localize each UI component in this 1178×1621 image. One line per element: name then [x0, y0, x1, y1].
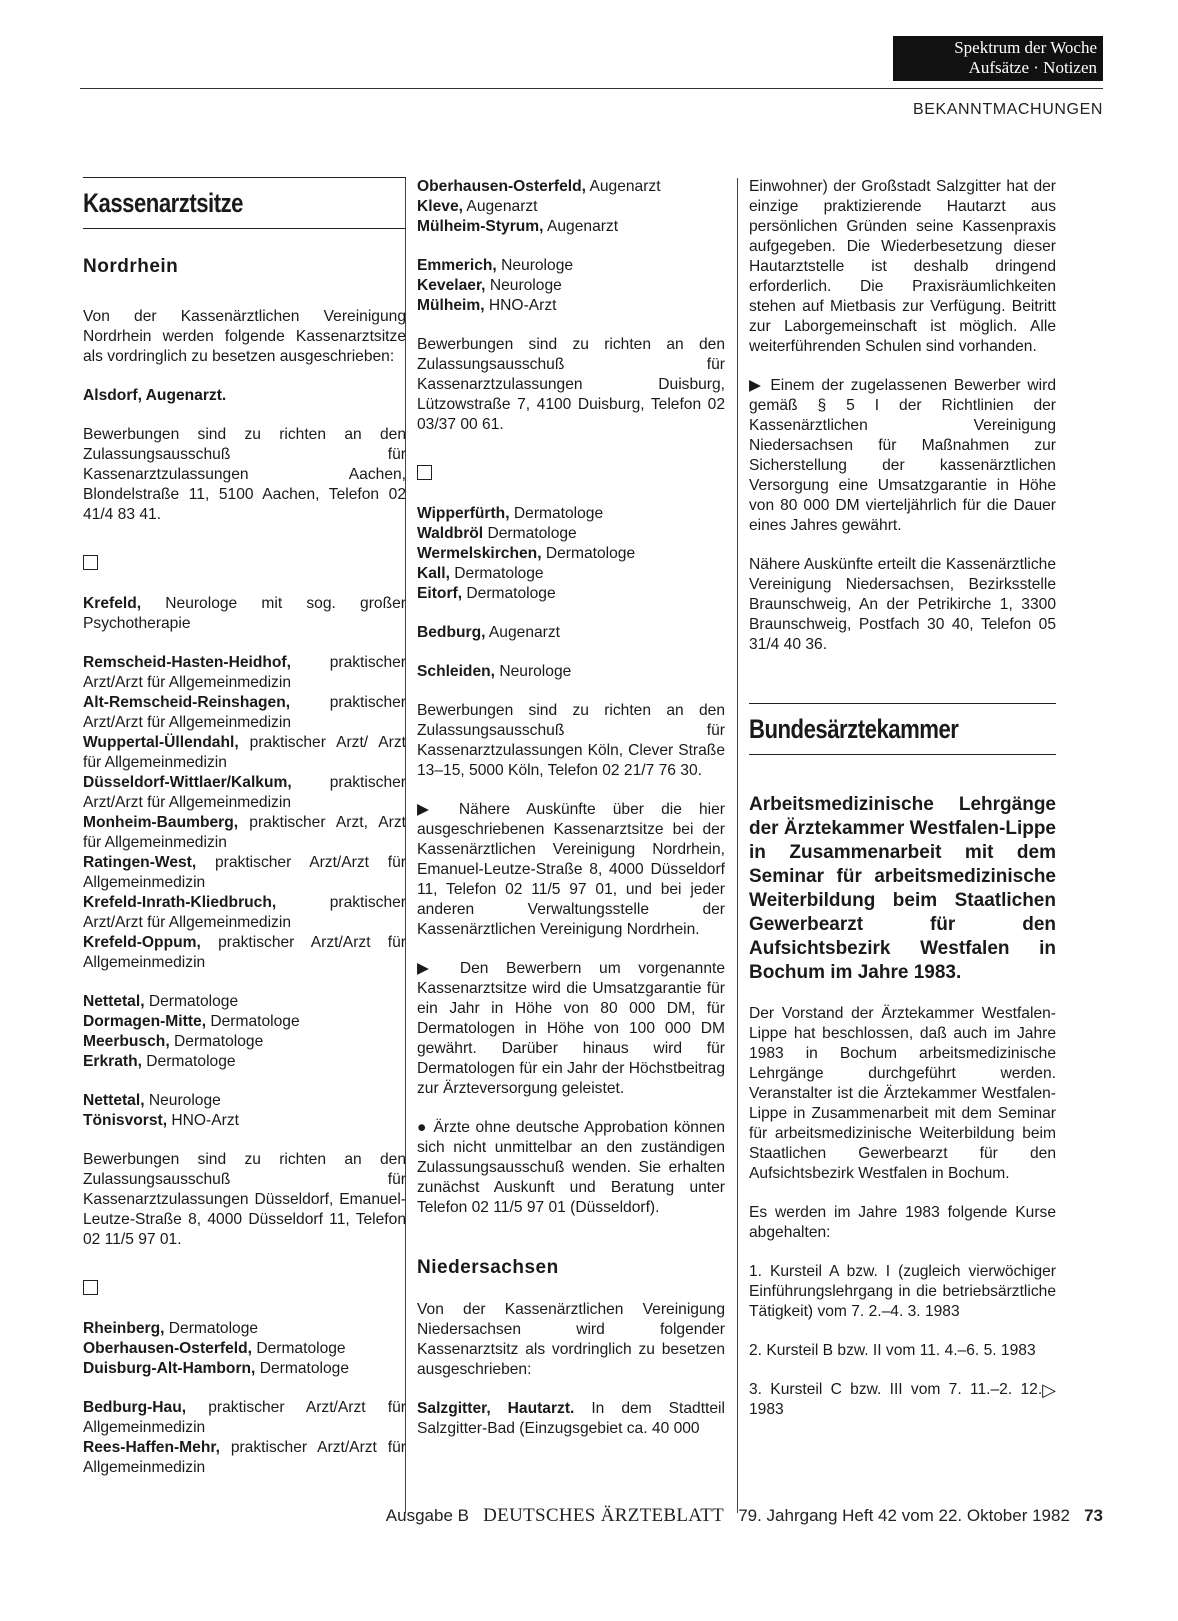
list-item [83, 1359, 406, 1379]
course-item: 1. Kursteil A bzw. I (zugleich vierwöchiger Einführungslehrgang in die betriebsärztliche Tätigkeit) vom 7. 2.–4. 3. 1983 [749, 1263, 1056, 1320]
article-title: Bundesärztekammer [749, 714, 959, 744]
listing-place: Mülheim-Styrum, [417, 218, 544, 235]
list-item [83, 1319, 406, 1339]
listing-specialty: Augenarzt [585, 178, 661, 195]
listing-place: Ratingen-West, [83, 854, 197, 871]
list-item [83, 853, 406, 893]
listing-specialty: Dermatologe [483, 525, 577, 542]
listing-place: Düsseldorf-Wittlaer/Kalkum, [83, 774, 292, 791]
list-item [417, 544, 725, 564]
listing-specialty: Dermatologe [144, 993, 239, 1010]
list-item [83, 1438, 406, 1478]
listing-place: Emmerich, [417, 257, 497, 274]
listing-specialty: Dermatologe [509, 505, 604, 522]
listing-specialty: Neurologe mit sog. großer Psychotherapie [83, 595, 406, 632]
application-address-aachen: Bewerbungen sind zu richten an den Zulassungsausschuß für Kassenarztzulassungen Aachen, Blondelstraße 11, 5100 Aachen, Telefon 02 41/4 83 41. [83, 426, 406, 523]
heading-rule [749, 703, 1056, 704]
issue-info: 79. Jahrgang Heft 42 vom 22. Oktober 1982 [738, 1506, 1070, 1525]
list-item [417, 197, 725, 217]
column-2 [417, 177, 725, 1439]
body-paragraph: Der Vorstand der Ärztekammer Westfalen-Lippe hat beschlossen, daß auch im Jahre 1983 in Bochum arbeitsmedizinische Lehrgänge durchgeführt werden. Veranstalter ist die Ärztekammer Westfalen-Lippe in Zusammenarbeit mit dem Seminar für arbeitsmedizinische Weiterbildung beim Staatlichen Gewerbearzt für den Aufsichtsbezirk Westfalen in Bochum. [749, 1005, 1056, 1182]
list-item [83, 1398, 406, 1438]
note-paragraph: ▶ Einem der zugelassenen Bewerber wird gemäß § 5 I der Richtlinien der Kassenärztlichen Vereinigung Niedersachsen für Maßnahmen zur Sicherstellung der kassenärztlichen Versorgung eine Umsatzgarantie in Höhe von 80 000 DM vierteljährlich für die Dauer eines Jahres gewährt. [749, 377, 1056, 534]
listing-place: Waldbröl [417, 525, 484, 542]
region-heading: Niedersachsen [417, 1257, 559, 1278]
list-item [417, 296, 725, 316]
region-heading: Nordrhein [83, 256, 179, 277]
listing-specialty: praktischer Arzt/Arzt für Allgemeinmedizin [83, 854, 406, 891]
listing-specialty: Augenarzt [485, 624, 560, 641]
info-paragraph: Nähere Auskünfte erteilt die Kassenärztliche Vereinigung Niedersachsen, Bezirksstelle Braunschweig, An der Petrikirche 1, 3300 Braunschweig, Postfach 30 40, Telefon 05 31/4 40 36. [749, 556, 1056, 653]
listing-schleiden [417, 662, 725, 682]
list-item [83, 1012, 406, 1032]
list-item [83, 773, 406, 813]
hollow-square-icon [83, 555, 98, 570]
listing-place: Wermelskirchen, [417, 545, 542, 562]
hollow-square-icon [83, 1280, 98, 1295]
listing-group [417, 177, 725, 237]
list-item [417, 564, 725, 584]
listing-specialty: praktischer Arzt, Arzt für Allgemeinmedizin [83, 814, 406, 851]
listing-place: Kleve, [417, 198, 463, 215]
listing-place: Erkrath, [83, 1053, 142, 1070]
black-right-triangle-icon: ▶ [749, 377, 771, 394]
list-item [83, 1339, 406, 1359]
section-badge [893, 36, 1103, 81]
listing-place: Duisburg-Alt-Hamborn, [83, 1360, 256, 1377]
listing-group [83, 1398, 406, 1478]
listing-place: Alt-Remscheid-Reinshagen, [83, 694, 291, 711]
listing-group [417, 504, 725, 604]
note-paragraph: ▶ Den Bewerbern um vorgenannte Kassenarztsitze wird die Umsatzgarantie für ein Jahr in Höhe von 80 000 DM, für Dermatologen in Höhe von 100 000 DM gewährt. Darüber hinaus wird für Dermatologen für ein Jahr der Höchstbeitrag zur Ärzteversorgung geleistet. [417, 960, 725, 1097]
listing-place: Rheinberg, [83, 1320, 165, 1337]
listing-specialty: praktischer Arzt/Arzt für Allgemeinmedizin [83, 934, 406, 971]
list-item [83, 1091, 406, 1111]
listing-specialty: Dermatologe [462, 585, 556, 602]
list-item [417, 584, 725, 604]
course-item: 2. Kursteil B bzw. II vom 11. 4.–6. 5. 1983 [749, 1342, 1036, 1359]
listing-place: Nettetal, [83, 993, 145, 1010]
listing-specialty: Neurologe [485, 277, 562, 294]
listing-place: Salzgitter, Hautarzt. [417, 1400, 575, 1417]
listing-specialty: praktischer Arzt/Arzt für Allgemeinmedizin [83, 894, 406, 931]
listing-place: Krefeld-Inrath-Kliedbruch, [83, 894, 277, 911]
listing-bedburg [417, 623, 725, 643]
listing-specialty: praktischer Arzt/Arzt für Allgemeinmedizin [83, 654, 406, 691]
listing-specialty: Dermatologe [141, 1053, 236, 1070]
application-address-duesseldorf: Bewerbungen sind zu richten an den Zulassungsausschuß für Kassenarztzulassungen Düsseldorf, Emanuel-Leutze-Straße 8, 4000 Düsseldorf 11, Telefon 02 11/5 97 01. [83, 1151, 406, 1248]
list-item [83, 1111, 406, 1131]
listing-specialty: praktischer Arzt/ Arzt für Allgemeinmedizin [83, 734, 406, 771]
listing-place: Wuppertal-Üllendahl, [83, 734, 239, 751]
listing-place: Kall, [417, 565, 450, 582]
listing-place: Remscheid-Hasten-Heidhof, [83, 654, 291, 671]
list-item [83, 693, 406, 733]
listing-place: Bedburg, [417, 624, 486, 641]
listing-specialty: Augenarzt [462, 198, 538, 215]
listing-place: Rees-Haffen-Mehr, [83, 1439, 220, 1456]
column-divider-2 [737, 178, 738, 1513]
listing-place: Mülheim, [417, 297, 485, 314]
listing-specialty: HNO-Arzt [484, 297, 557, 314]
list-item [83, 653, 406, 693]
listing-place: Tönisvorst, [83, 1112, 168, 1129]
note-paragraph: ● Ärzte ohne deutsche Approbation können sich nicht unmittelbar an den zuständigen Zulassungsausschuß wenden. Sie erhalten zunächst Auskunft und Beratung unter Telefon 02 11/5 97 01 (Düsseldorf). [417, 1119, 725, 1216]
listing-specialty: Dermatologe [541, 545, 636, 562]
listing-specialty: praktischer Arzt/Arzt für Allgemeinmedizin [83, 774, 406, 811]
listing-specialty: Dermatologe [449, 565, 544, 582]
listing-specialty: praktischer Arzt/Arzt für Allgemeinmedizin [83, 1439, 406, 1476]
listing-group [83, 1091, 406, 1131]
list-item [83, 933, 406, 973]
listing-group [83, 653, 406, 973]
application-address-koeln: Bewerbungen sind zu richten an den Zulassungsausschuß für Kassenarztzulassungen Köln, Clever Straße 13–15, 5000 Köln, Telefon 02 21/7 76 30. [417, 702, 725, 779]
listing-place: Dormagen-Mitte, [83, 1013, 207, 1030]
listing-place: Oberhausen-Osterfeld, [83, 1340, 252, 1357]
header-rule [80, 88, 1103, 89]
listing-specialty: Neurologe [495, 663, 572, 680]
list-item [417, 177, 725, 197]
listing-place: Schleiden, [417, 663, 495, 680]
heading-rule [83, 177, 406, 178]
black-right-triangle-icon: ▶ [417, 801, 459, 818]
list-item [83, 733, 406, 773]
section-label: BEKANNTMACHUNGEN [912, 101, 1103, 118]
black-circle-bullet-icon: ● [417, 1119, 434, 1136]
list-item [83, 813, 406, 853]
list-item [417, 256, 725, 276]
listing-specialty: Dermatologe [255, 1360, 349, 1377]
listing-specialty: HNO-Arzt [167, 1112, 239, 1129]
listing-place: Oberhausen-Osterfeld, [417, 178, 586, 195]
body-paragraph: Es werden im Jahre 1983 folgende Kurse abgehalten: [749, 1204, 1056, 1241]
listing-place: Krefeld-Oppum, [83, 934, 201, 951]
listing-place: Bedburg-Hau, [83, 1399, 187, 1416]
application-address-duisburg: Bewerbungen sind zu richten an den Zulassungsausschuß für Kassenarztzulassungen Duisburg, Lützowstraße 7, 4100 Duisburg, Telefon 02 03/37 00 61. [417, 336, 725, 433]
intro-paragraph: Von der Kassenärztlichen Vereinigung Nordrhein werden folgende Kassenarztsitze als vordringlich zu besetzen ausgeschrieben: [83, 308, 406, 365]
list-item [417, 524, 725, 544]
listing-place: Wipperfürth, [417, 505, 510, 522]
listing-group [83, 992, 406, 1072]
course-item: ▷ 3. Kursteil C bzw. III vom 7. 11.–2. 12. 1983 [749, 1380, 1056, 1418]
listing-specialty: Neurologe [144, 1092, 221, 1109]
listing-place: Meerbusch, [83, 1033, 170, 1050]
edition-label: Ausgabe B [385, 1506, 469, 1525]
column-1 [83, 177, 406, 1478]
journal-name: DEUTSCHES ÄRZTEBLATT [483, 1505, 725, 1526]
listing-specialty: praktischer Arzt/Arzt für Allgemeinmedizin [83, 694, 406, 731]
hollow-square-icon [417, 465, 432, 480]
listing-description: In dem Stadtteil Salzgitter-Bad (Einzugsgebiet ca. 40 000 [417, 1400, 725, 1437]
note-paragraph: ▶ Nähere Auskünfte über die hier ausgeschriebenen Kassenarztsitze bei der Kassenärztlichen Vereinigung Nordrhein, Emanuel-Leutze-Straße 8, 4000 Düsseldorf 11, Telefon 02 11/5 97 01, und bei jeder anderen Verwaltungsstelle der Kassenärztlichen Vereinigung Nordrhein. [417, 801, 725, 938]
listing-specialty: Dermatologe [206, 1013, 300, 1030]
listing-specialty: praktischer Arzt/Arzt für Allgemeinmedizin [83, 1399, 406, 1436]
listing-place: Monheim-Baumberg, [83, 814, 239, 831]
list-item [417, 276, 725, 296]
list-item [83, 1052, 406, 1072]
listing-place: Eitorf, [417, 585, 463, 602]
badge-line-1: Spektrum der Woche [954, 38, 1097, 57]
listing-group [83, 1319, 406, 1379]
black-right-triangle-icon: ▶ [417, 960, 460, 977]
list-item [417, 504, 725, 524]
listing-group [417, 256, 725, 316]
listing-alsdorf: Alsdorf, Augenarzt. [83, 387, 227, 404]
listing-place: Nettetal, [83, 1092, 145, 1109]
list-item [417, 217, 725, 237]
list-item [83, 992, 406, 1012]
lead-paragraph: Arbeitsmedizinische Lehrgänge der Ärztekammer Westfalen-Lippe in Zusammenarbeit mit dem Seminar für arbeitsmedizinische Weiterbildung beim Staatlichen Gewerbearzt für den Aufsichtsbezirk Westfalen in Bochum im Jahre 1983. [749, 794, 1056, 983]
listing-place: Kevelaer, [417, 277, 486, 294]
listing-specialty: Dermatologe [169, 1033, 264, 1050]
listing-krefeld [83, 594, 406, 634]
intro-paragraph: Von der Kassenärztlichen Vereinigung Niedersachsen wird folgender Kassenarztsitz als vordringlich zu besetzen ausgeschrieben: [417, 1301, 725, 1378]
article-title: Kassenarztsitze [83, 188, 243, 218]
listing-specialty: Neurologe [496, 257, 574, 274]
list-item [83, 893, 406, 933]
listing-specialty: Dermatologe [251, 1340, 346, 1357]
page-footer [386, 1505, 1103, 1527]
listing-place: Krefeld, [83, 595, 142, 612]
listing-description-continued: Einwohner) der Großstadt Salzgitter hat der einzige praktizierende Hautarzt aus persönlichen Gründen seine Kassenpraxis aufgegeben. Die Wiederbesetzung dieser Hautarztstelle ist deshalb dringend erforderlich. Die Praxisräumlichkeiten stehen auf Mietbasis zur Verfügung. Beitritt zur Laborgemeinschaft ist möglich. Alle weiterführenden Schulen sind vorhanden. [749, 178, 1056, 355]
badge-line-2: Aufsätze · Notizen [968, 58, 1097, 77]
listing-specialty: Dermatologe [164, 1320, 259, 1337]
page-number: 73 [1084, 1506, 1103, 1525]
listing-specialty: Augenarzt [543, 218, 619, 235]
list-item [83, 1032, 406, 1052]
listing-salzgitter [417, 1399, 725, 1439]
continued-arrow-icon: ▷ [1042, 1380, 1056, 1400]
column-3 [749, 177, 1056, 1420]
